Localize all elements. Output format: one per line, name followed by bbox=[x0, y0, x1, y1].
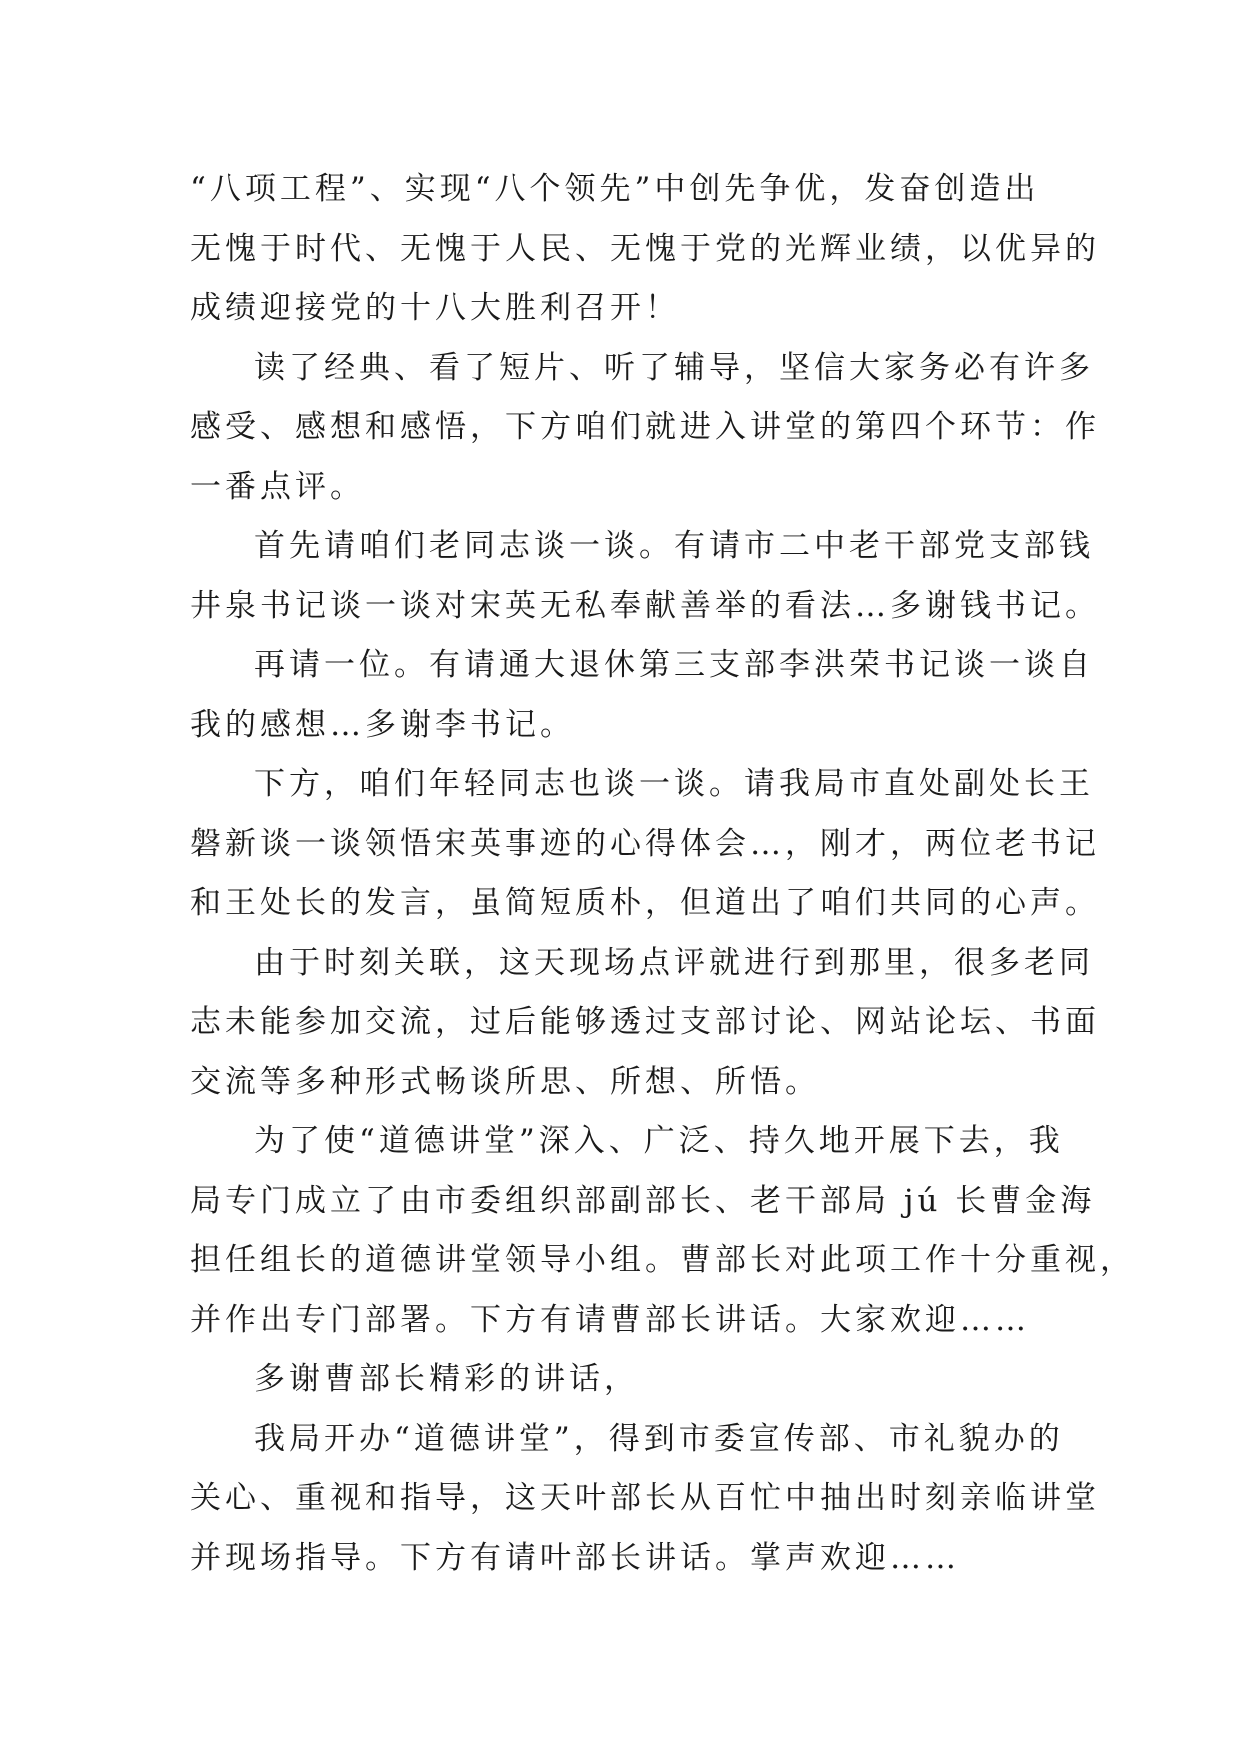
text-line: 成绩迎接党的十八大胜利召开！ bbox=[190, 290, 680, 326]
text-line: “八项工程”、实现“八个领先”中创先争优，发奋创造出 bbox=[190, 171, 1040, 207]
text-line: 读了经典、看了短片、听了辅导，坚信大家务必有许多 bbox=[254, 349, 1094, 386]
text-line: 我局开办“道德讲堂”，得到市委宣传部、市礼貌办的 bbox=[254, 1420, 1064, 1457]
document-body bbox=[190, 160, 1135, 1588]
text-line: 交流等多种形式畅谈所思、所想、所悟。 bbox=[190, 1063, 820, 1100]
text-line: 和王处长的发言，虽简短质朴，但道出了咱们共同的心声。 bbox=[190, 885, 1100, 921]
text-line: 为了使“道德讲堂”深入、广泛、持久地开展下去，我 bbox=[254, 1123, 1064, 1159]
text-line: 担任组长的道德讲堂领导小组。曹部长对此项工作十分重视， bbox=[190, 1242, 1135, 1278]
text-line: 我的感想…多谢李书记。 bbox=[190, 706, 575, 743]
text-line: 井泉书记谈一谈对宋英无私奉献善举的看法…多谢钱书记。 bbox=[190, 587, 1100, 624]
text-line: 首先请咱们老同志谈一谈。有请市二中老干部党支部钱 bbox=[254, 528, 1094, 564]
text-line: 并作出专门部署。下方有请曹部长讲话。大家欢迎…… bbox=[190, 1301, 1030, 1338]
text-line: 无愧于时代、无愧于人民、无愧于党的光辉业绩，以优异的 bbox=[190, 230, 1100, 267]
text-line: 并现场指导。下方有请叶部长讲话。掌声欢迎…… bbox=[190, 1539, 960, 1576]
text-line: 关心、重视和指导，这天叶部长从百忙中抽出时刻亲临讲堂 bbox=[190, 1480, 1100, 1516]
text-line: 感受、感想和感悟，下方咱们就进入讲堂的第四个环节：作 bbox=[190, 409, 1100, 445]
text-line: 下方，咱们年轻同志也谈一谈。请我局市直处副处长王 bbox=[254, 766, 1094, 802]
text-line: 磐新谈一谈领悟宋英事迹的心得体会…，刚才，两位老书记 bbox=[190, 825, 1100, 862]
text-line: 再请一位。有请通大退休第三支部李洪荣书记谈一谈自 bbox=[254, 647, 1094, 683]
text-line: 志未能参加交流，过后能够透过支部讨论、网站论坛、书面 bbox=[190, 1004, 1100, 1040]
text-line: 由于时刻关联，这天现场点评就进行到那里，很多老同 bbox=[254, 944, 1094, 981]
text-line: 局专门成立了由市委组织部副部长、老干部局 jú 长曹金海 bbox=[190, 1182, 1096, 1219]
text-line: 一番点评。 bbox=[190, 468, 365, 505]
text-line: 多谢曹部长精彩的讲话， bbox=[254, 1361, 639, 1397]
